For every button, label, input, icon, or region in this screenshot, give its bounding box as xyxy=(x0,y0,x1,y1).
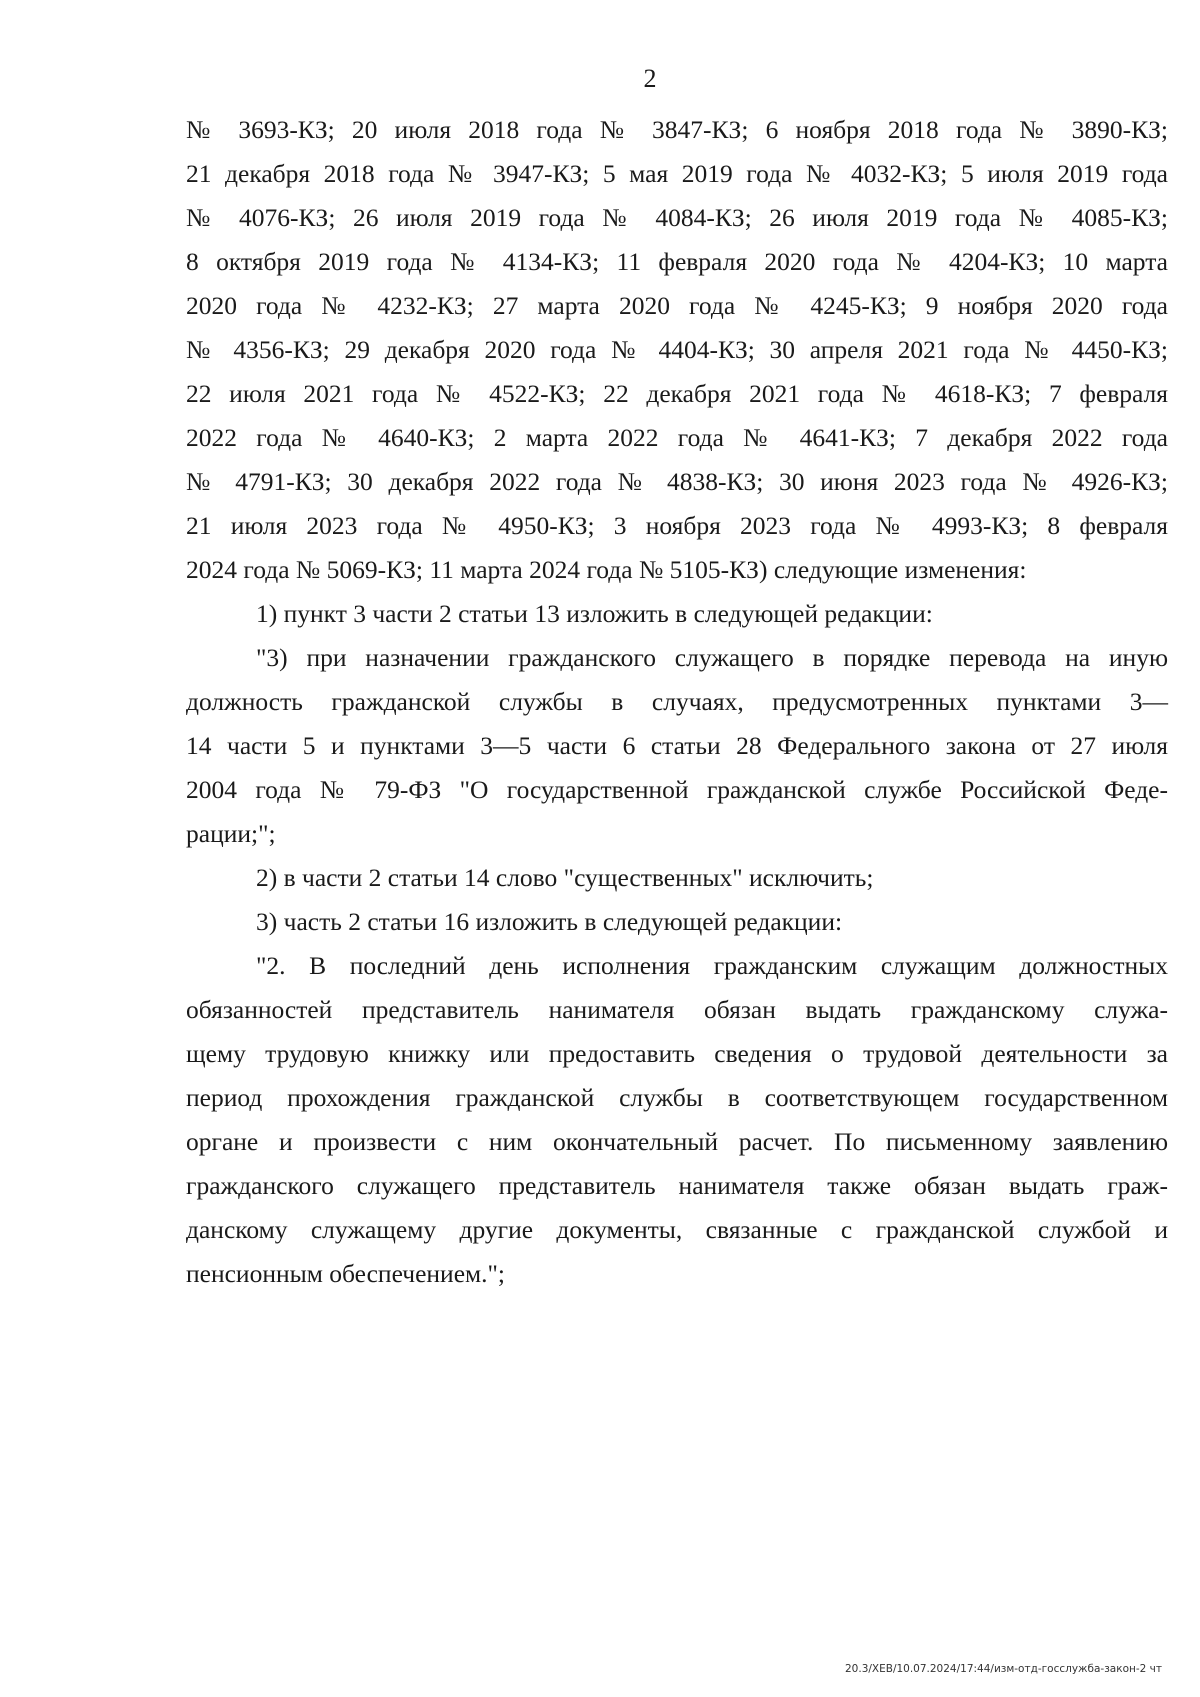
text-line: 14 части 5 и пунктами 3—5 части 6 статьи 28 Федерального закона от 27 июля xyxy=(186,731,1168,760)
text-line: 22 июля 2021 года № 4522-КЗ; 22 декабря 2021 года № 4618-КЗ; 7 февраля xyxy=(186,379,1168,408)
text-line: 2022 года № 4640-КЗ; 2 марта 2022 года № 4641-КЗ; 7 декабря 2022 года xyxy=(186,423,1168,452)
text-line: 2004 года № 79-ФЗ "О государственной гражданской службе Российской Феде- xyxy=(186,775,1168,804)
text-line: 8 октября 2019 года № 4134-КЗ; 11 февраля 2020 года № 4204-КЗ; 10 марта xyxy=(186,247,1168,276)
text-line: № 4356-КЗ; 29 декабря 2020 года № 4404-КЗ; 30 апреля 2021 года № 4450-КЗ; xyxy=(186,335,1168,364)
text-line: щему трудовую книжку или предоставить сведения о трудовой деятельности за xyxy=(186,1039,1168,1068)
page-number: 2 xyxy=(643,64,657,93)
text-line: гражданского служащего представитель нанимателя также обязан выдать граж- xyxy=(186,1171,1168,1200)
text-line: рации;"; xyxy=(186,819,276,848)
text-line: должность гражданской службы в случаях, предусмотренных пунктами 3— xyxy=(186,687,1168,716)
text-line: 21 декабря 2018 года № 3947-КЗ; 5 мая 2019 года № 4032-КЗ; 5 июля 2019 года xyxy=(186,159,1168,188)
text-line: 2020 года № 4232-КЗ; 27 марта 2020 года № 4245-КЗ; 9 ноября 2020 года xyxy=(186,291,1168,320)
text-line: 1) пункт 3 части 2 статьи 13 изложить в следующей редакции: xyxy=(256,599,933,628)
text-line: "3) при назначении гражданского служащего в порядке перевода на иную xyxy=(256,643,1168,672)
text-line: № 4791-КЗ; 30 декабря 2022 года № 4838-КЗ; 30 июня 2023 года № 4926-КЗ; xyxy=(186,467,1168,496)
text-line: 21 июля 2023 года № 4950-КЗ; 3 ноября 2023 года № 4993-КЗ; 8 февраля xyxy=(186,511,1168,540)
text-line: 3) часть 2 статьи 16 изложить в следующей редакции: xyxy=(256,907,843,936)
text-line: пенсионным обеспечением."; xyxy=(186,1259,506,1288)
text-line: данскому служащему другие документы, связанные с гражданской службой и xyxy=(186,1215,1168,1244)
footer-reference: 20.3/ХЕВ/10.07.2024/17:44/изм-отд-госслужба-закон-2 чт xyxy=(845,1663,1162,1675)
text-line: № 4076-КЗ; 26 июля 2019 года № 4084-КЗ; 26 июля 2019 года № 4085-КЗ; xyxy=(186,203,1168,232)
text-line: обязанностей представитель нанимателя обязан выдать гражданскому служа- xyxy=(186,995,1168,1024)
text-line: 2) в части 2 статьи 14 слово "существенных" исключить; xyxy=(256,863,874,892)
text-line: № 3693-КЗ; 20 июля 2018 года № 3847-КЗ; 6 ноября 2018 года № 3890-КЗ; xyxy=(186,115,1168,144)
text-line: "2. В последний день исполнения гражданским служащим должностных xyxy=(256,951,1168,980)
text-line: 2024 года № 5069-КЗ; 11 марта 2024 года № 5105-КЗ) следующие изменения: xyxy=(186,555,1027,584)
text-line: период прохождения гражданской службы в соответствующем государственном xyxy=(186,1083,1168,1112)
text-line: органе и произвести с ним окончательный расчет. По письменному заявлению xyxy=(186,1127,1168,1156)
